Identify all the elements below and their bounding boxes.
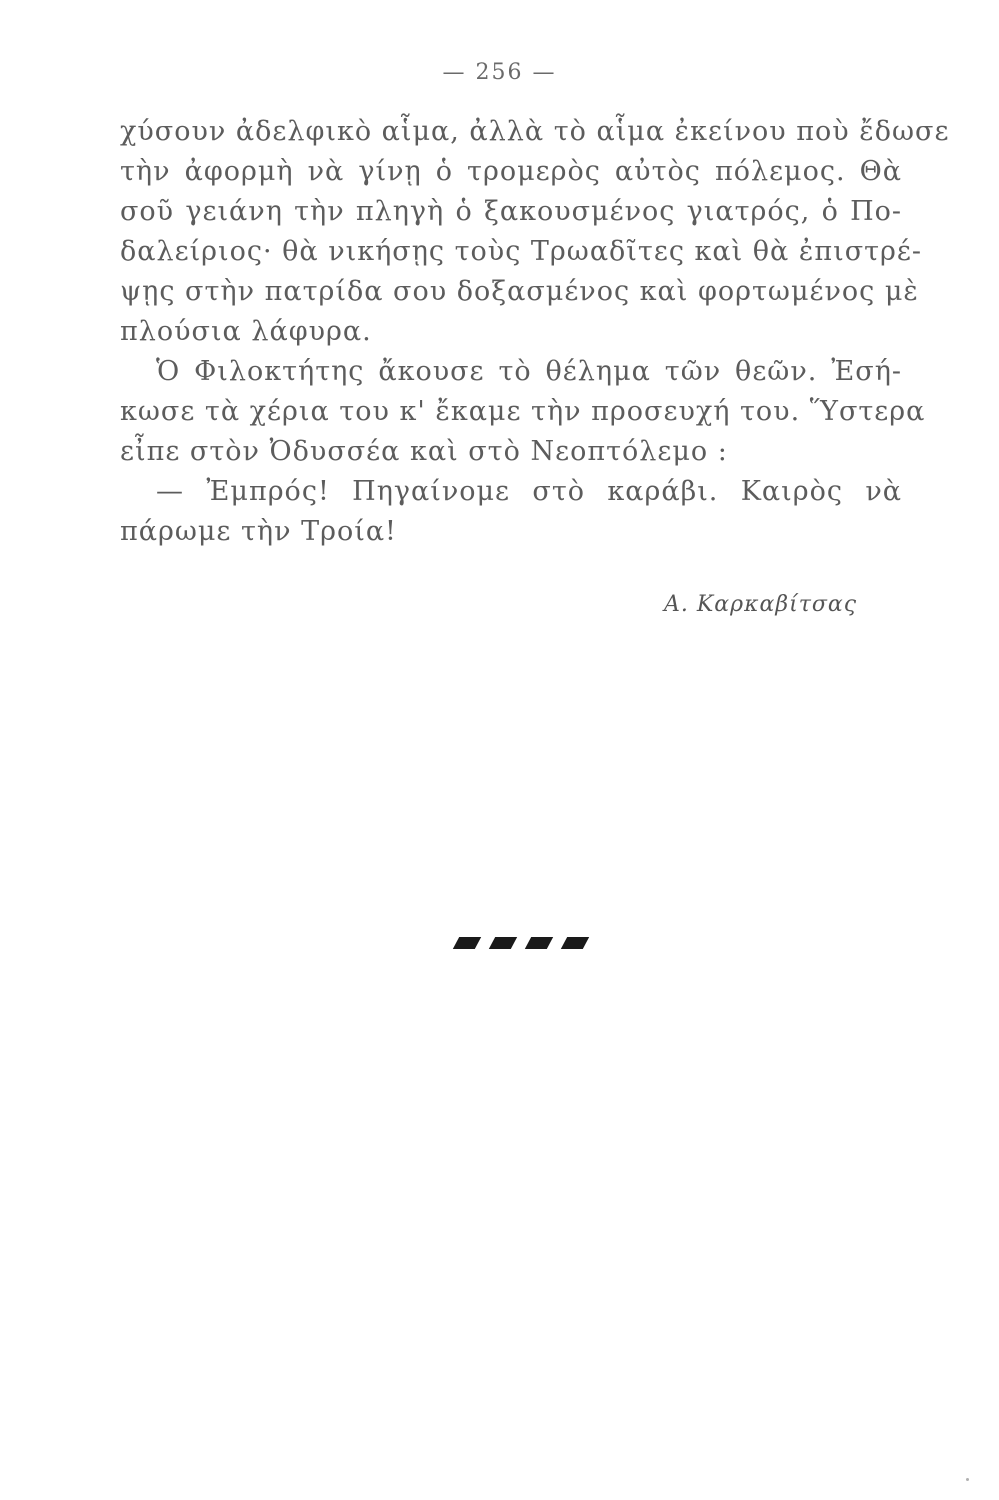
body-text: [120, 112, 950, 552]
author-signature: Α. Καρκαβίτσας: [664, 592, 858, 617]
text-line: ψῃς στὴν πατρίδα σου δοξασμένος καὶ φορτωμένος μὲ: [120, 276, 919, 307]
text-line: τὴν ἀφορμὴ νὰ γίνῃ ὁ τρομερὸς αὐτὸς πόλεμος. Θὰ: [120, 156, 902, 187]
text-line: δαλείριος· θὰ νικήσῃς τοὺς Τρωαδῖτες καὶ θὰ ἐπιστρέ-: [120, 236, 923, 267]
text-line: σοῦ γειάνη τὴν πληγὴ ὁ ξακουσμένος γιατρός, ὁ Πο-: [120, 196, 902, 227]
paper-speck: [966, 1478, 969, 1481]
ornament-mark: [525, 937, 553, 949]
decorative-dashes-icon: [456, 934, 586, 952]
text-line: Ὁ Φιλοκτήτης ἄκουσε τὸ θέλημα τῶν θεῶν. Ἐσή-: [156, 356, 902, 387]
ornament-mark: [453, 937, 481, 949]
text-line: πάρωμε τὴν Τροία!: [120, 516, 397, 547]
text-line: — Ἐμπρός! Πηγαίνομε στὸ καράβι. Καιρὸς νὰ: [156, 476, 902, 507]
text-line: πλούσια λάφυρα.: [120, 316, 372, 347]
text-line: χύσουν ἀδελφικὸ αἷμα, ἀλλὰ τὸ αἷμα ἐκείνου ποὺ ἔδωσε: [120, 116, 950, 147]
page-number: — 256 —: [442, 60, 557, 85]
text-line: κωσε τὰ χέρια του κ' ἔκαμε τὴν προσευχή του. Ὕστερα: [120, 396, 926, 427]
ornament-mark: [561, 937, 589, 949]
ornament-mark: [489, 937, 517, 949]
text-line: εἶπε στὸν Ὀδυσσέα καὶ στὸ Νεοπτόλεμο :: [120, 436, 728, 467]
